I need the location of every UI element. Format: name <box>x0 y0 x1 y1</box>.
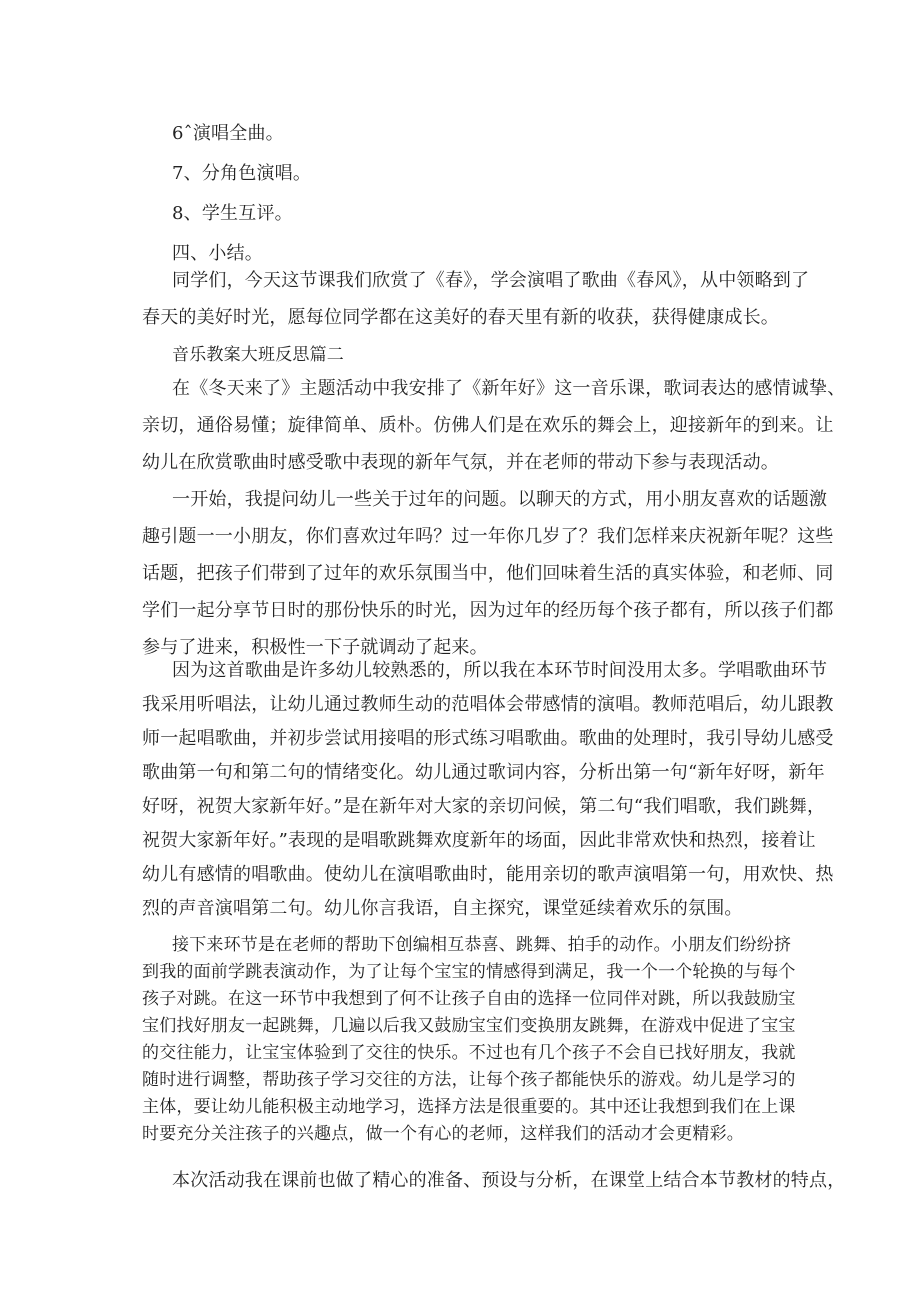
paragraph-line: 的交往能力，让宝宝体验到了交往的快乐。不过也有几个孩子不会自已找好朋友，我就 <box>142 1043 796 1063</box>
step-8: 8、学生互评。 <box>172 203 293 224</box>
paragraph-line: 师一起唱歌曲，并初步尝试用接唱的形式练习唱歌曲。歌曲的处理时，我引导幼儿感受 <box>142 728 834 749</box>
paragraph-3 <box>142 654 834 926</box>
paragraph-line: 主体，要让幼儿能积极主动地学习，选择方法是很重要的。其中还让我想到我们在上课 <box>142 1097 796 1117</box>
step-7: 7、分角色演唱。 <box>172 163 312 184</box>
paragraph-line: 时要充分关注孩子的兴趣点，做一个有心的老师，这样我们的活动才会更精彩。 <box>142 1124 744 1144</box>
summary-paragraph <box>142 262 810 336</box>
paragraph-line: 孩子对跳。在这一环节中我想到了何不让孩子自由的选择一位同伴对跳，所以我鼓励宝 <box>142 989 796 1009</box>
paragraph-line: 幼儿在欣赏歌曲时感受歌中表现的新年气氛，并在老师的带动下参与表现活动。 <box>142 452 779 473</box>
paragraph-line: 亲切，通俗易懂；旋律简单、质朴。仿佛人们是在欢乐的舞会上，迎接新年的到来。让 <box>142 415 834 436</box>
paragraph-line: 本次活动我在课前也做了精心的准备、预设与分析，在课堂上结合本节教材的特点， <box>172 1170 846 1191</box>
paragraph-line: 到我的面前学跳表演动作，为了让每个宝宝的情感得到满足，我一个一个轮换的与每个 <box>142 962 796 982</box>
paragraph-5 <box>142 1161 846 1201</box>
paragraph-line: 烈的声音演唱第二句。幼儿你言我语，自主探究，课堂延续着欢乐的氛围。 <box>142 898 743 919</box>
paragraph-line: 宝们找好朋友一起跳舞，几遍以后我又鼓励宝宝们变换朋友跳舞，在游戏中促进了宝宝 <box>142 1016 796 1036</box>
paragraph-line: 祝贺大家新年好。”表现的是唱歌跳舞欢度新年的场面，因此非常欢快和热烈，接着让 <box>142 830 816 851</box>
paragraph-line: 在《冬天来了》主题活动中我安排了《新年好》这一音乐课，歌词表达的感情诚挚、 <box>172 378 846 399</box>
section-four-heading: 四、小结。 <box>172 243 263 264</box>
paragraph-line: 趣引题一一小朋友，你们喜欢过年吗？过一年你几岁了？我们怎样来庆祝新年呢？这些 <box>142 526 834 547</box>
paragraph-4 <box>142 932 796 1148</box>
paragraph-line: 话题，把孩子们带到了过年的欢乐氛围当中，他们回味着生活的真实体验，和老师、同 <box>142 563 834 584</box>
paragraph-line: 学们一起分享节日时的那份快乐的时光，因为过年的经历每个孩子都有，所以孩子们都 <box>142 600 834 621</box>
paragraph-2 <box>142 481 834 666</box>
section-title <box>142 335 778 375</box>
paragraph-1 <box>142 370 846 481</box>
paragraph-line: 参与了进来，积极性一下子就调动了起来。 <box>142 637 488 658</box>
paragraph-line: 同学们，今天这节课我们欣赏了《春》，学会演唱了歌曲《春风》，从中领略到了 <box>172 270 810 291</box>
paragraph-line: 我采用听唱法，让幼儿通过教师生动的范唱体会带感情的演唱。教师范唱后，幼儿跟教 <box>142 694 834 715</box>
paragraph-line: 春天的美好时光，愿每位同学都在这美好的春天里有新的收获，获得健康成长。 <box>142 307 779 328</box>
paragraph-line: 一开始，我提问幼儿一些关于过年的问题。以聊天的方式，用小朋友喜欢的话题激 <box>172 489 828 510</box>
paragraph-line: 随时进行调整，帮助孩子学习交往的方法，让每个孩子都能快乐的游戏。幼儿是学习的 <box>142 1070 796 1090</box>
paragraph-line: 接下来环节是在老师的帮助下创编相互恭喜、跳舞、拍手的动作。小朋友们纷纷挤 <box>172 935 792 955</box>
step-6: 6ˆ演唱全曲。 <box>172 123 284 144</box>
paragraph-line: 因为这首歌曲是许多幼儿较熟悉的，所以我在本环节时间没用太多。学唱歌曲环节 <box>172 660 828 681</box>
steps-list <box>142 114 778 274</box>
paragraph-line: 好呀，祝贺大家新年好。”是在新年对大家的亲切问候，第二句“我们唱歌，我们跳舞， <box>142 796 826 817</box>
paragraph-line: 幼儿有感情的唱歌曲。使幼儿在演唱歌曲时，能用亲切的歌声演唱第一句，用欢快、热 <box>142 864 834 885</box>
section-title-text: 音乐教案大班反思篇二 <box>172 345 344 365</box>
paragraph-line: 歌曲第一句和第二句的情绪变化。幼儿通过歌词内容，分析出第一句“新年好呀，新年 <box>142 762 825 783</box>
